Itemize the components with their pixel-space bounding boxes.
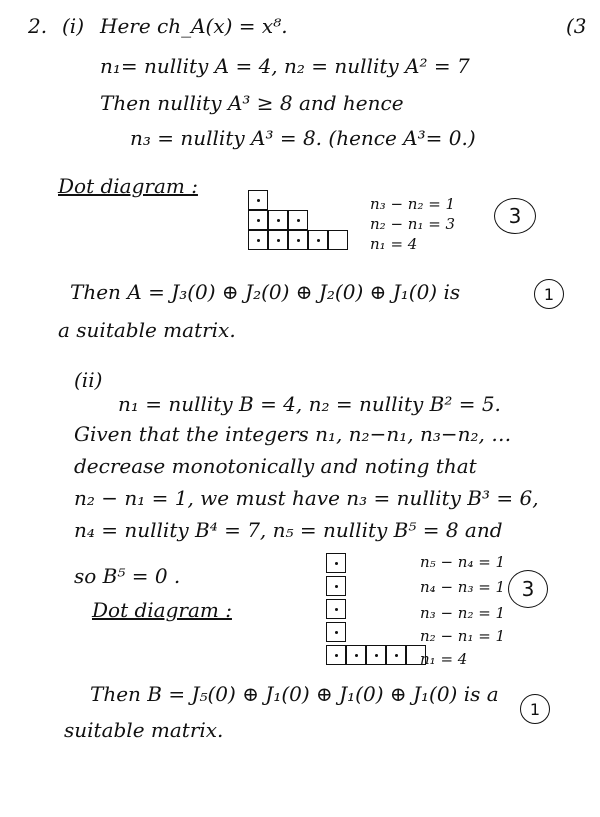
dot-cell	[386, 645, 406, 665]
part-ii-line-2: Given that the integers n₁, n₂−n₁, n₃−n₂, …	[74, 422, 512, 446]
part-ii-line-3: decrease monotonically and noting that	[74, 454, 477, 478]
part-i-diagram-mark: 3	[494, 198, 536, 234]
dot-cell	[248, 210, 268, 230]
question-number: 2.	[28, 14, 48, 38]
part-i-line-4: n₃ = nullity A³ = 8. (hence A³= 0.)	[130, 126, 476, 150]
dot-cell	[326, 599, 346, 619]
part-ii-dot-diagram	[326, 553, 426, 669]
part-ii-label: (ii)	[74, 368, 103, 392]
dot-cell	[326, 645, 346, 665]
part-i-conclusion-2: a suitable matrix.	[58, 318, 236, 342]
dot-cell	[288, 210, 308, 230]
part-ii-line-5: n₄ = nullity B⁴ = 7, n₅ = nullity B⁵ = 8 and	[74, 518, 503, 542]
part-ii-line-4: n₂ − n₁ = 1, we must have n₃ = nullity B³ = 6,	[74, 486, 539, 510]
part-i-diff-3: n₁ = 4	[370, 235, 418, 253]
part-ii-diff-1: n₅ − n₄ = 1	[420, 553, 506, 571]
dot-cell	[326, 553, 346, 573]
part-i-conclusion-mark: 1	[534, 279, 564, 309]
part-ii-diff-5: n₁ = 4	[420, 650, 468, 668]
dot-cell	[268, 210, 288, 230]
part-i-line-2: n₁= nullity A = 4, n₂ = nullity A² = 7	[100, 54, 470, 78]
part-ii-line-1: n₁ = nullity B = 4, n₂ = nullity B² = 5.	[118, 392, 501, 416]
part-i-line-3: Then nullity A³ ≥ 8 and hence	[100, 91, 404, 115]
dot-cell	[308, 230, 328, 250]
dot-cell	[326, 622, 346, 642]
part-ii-conclusion-2: suitable matrix.	[64, 718, 224, 742]
dot-cell	[288, 230, 308, 250]
top-right-mark: (3	[566, 14, 587, 38]
dot-cell	[248, 230, 268, 250]
dot-cell	[346, 645, 366, 665]
part-i-diff-2: n₂ − n₁ = 3	[370, 215, 456, 233]
part-ii-dot-diagram-heading: Dot diagram :	[92, 598, 232, 622]
dot-cell	[268, 230, 288, 250]
dot-cell	[366, 645, 386, 665]
part-i-conclusion-1: Then A = J₃(0) ⊕ J₂(0) ⊕ J₂(0) ⊕ J₁(0) is	[70, 280, 461, 304]
part-i-diff-1: n₃ − n₂ = 1	[370, 195, 456, 213]
part-i-line-1: Here ch_A(x) = x⁸.	[100, 14, 288, 38]
part-ii-diff-2: n₄ − n₃ = 1	[420, 578, 506, 596]
dot-cell	[248, 190, 268, 210]
part-ii-conclusion-mark: 1	[520, 694, 550, 724]
part-ii-diff-4: n₂ − n₁ = 1	[420, 627, 506, 645]
part-i-dot-diagram	[248, 190, 358, 256]
dot-cell	[326, 576, 346, 596]
part-ii-conclusion-1: Then B = J₅(0) ⊕ J₁(0) ⊕ J₁(0) ⊕ J₁(0) is a	[90, 682, 499, 706]
part-ii-diagram-mark: 3	[508, 570, 548, 608]
part-ii-line-6: so B⁵ = 0 .	[74, 564, 181, 588]
part-i-label: (i)	[62, 14, 85, 38]
part-ii-diff-3: n₃ − n₂ = 1	[420, 604, 506, 622]
empty-cell	[328, 230, 348, 250]
part-i-dot-diagram-heading: Dot diagram :	[58, 174, 198, 198]
